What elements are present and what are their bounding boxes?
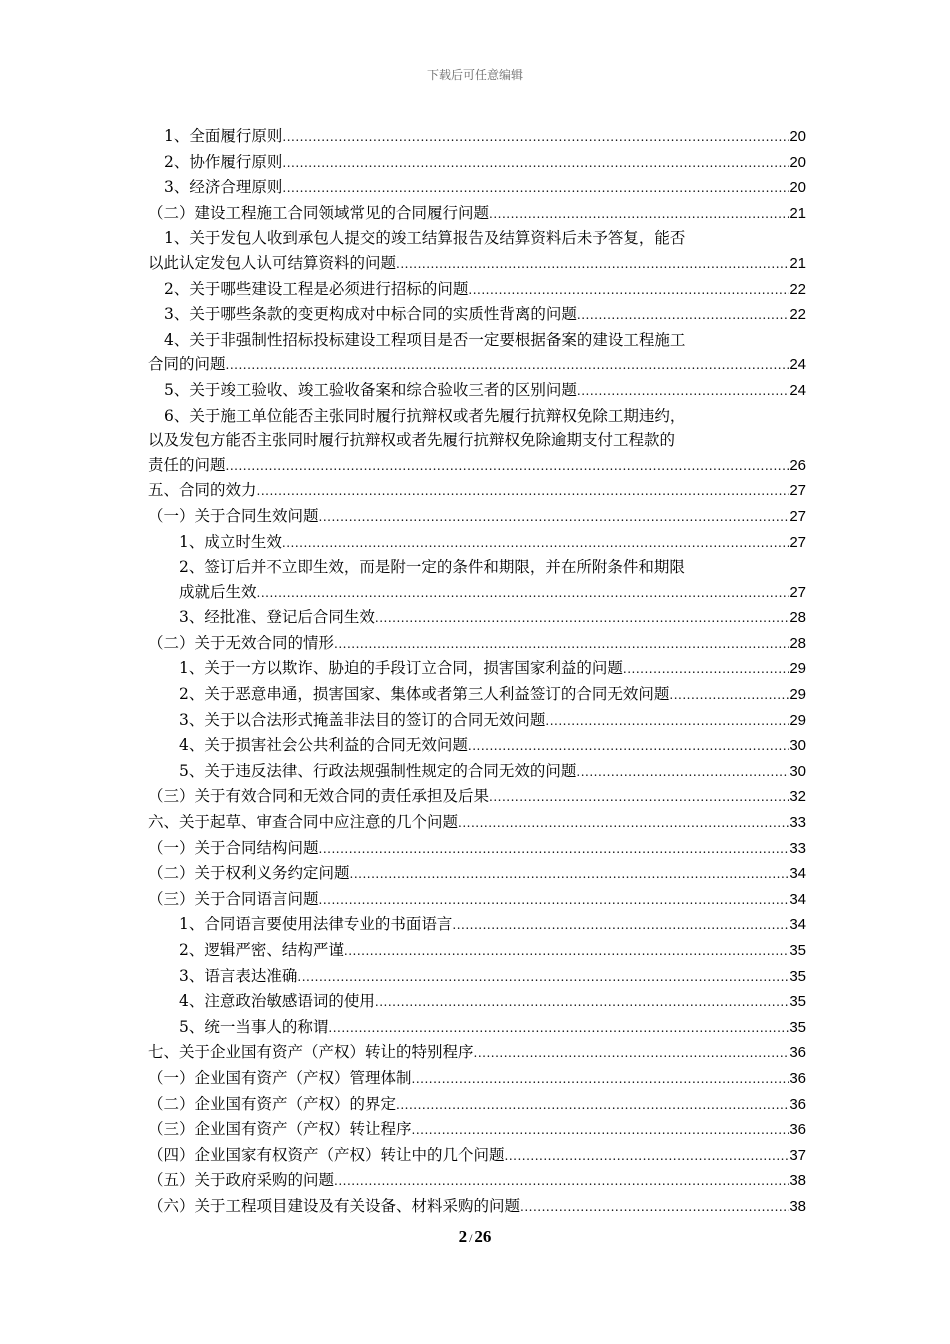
toc-entry-text: 2、逻辑严密、结构严谨: [179, 941, 344, 959]
toc-entry[interactable]: [148, 682, 806, 708]
toc-page-number: 27: [789, 583, 806, 601]
toc-page-number: 34: [789, 916, 806, 934]
toc-entry[interactable]: [148, 810, 806, 836]
toc-entry-text: 2、协作履行原则: [164, 152, 283, 171]
toc-entry-text: 成就后生效: [179, 582, 257, 601]
toc-page-number: 27: [789, 507, 806, 525]
toc-page-number: 37: [789, 1146, 806, 1164]
toc-entry[interactable]: [148, 1092, 806, 1118]
toc-entry-text: （二）企业国有资产（产权）的界定: [148, 1094, 397, 1113]
toc-entry[interactable]: [148, 989, 806, 1015]
toc-leader-dots: [257, 479, 790, 504]
toc-entry-text: 2、签订后并不立即生效，而是附一定的条件和期限，并在所附条件和期限: [179, 558, 685, 577]
toc-page-number: 38: [789, 1197, 806, 1215]
toc-page-number: 21: [789, 204, 806, 222]
toc-entry-text: 5、关于竣工验收、竣工验收备案和综合验收三者的区别问题: [164, 380, 577, 399]
toc-page-number: 26: [789, 456, 806, 474]
toc-leader-dots: [328, 1016, 789, 1041]
toc-page-number: 27: [789, 482, 806, 500]
toc-entry[interactable]: [148, 328, 806, 378]
toc-entry[interactable]: [148, 938, 806, 964]
toc-entry[interactable]: [148, 1117, 806, 1143]
toc-entry-text: 5、统一当事人的称谓: [179, 1017, 329, 1036]
toc-entry-text: 1、关于一方以欺诈、胁迫的手段订立合同，损害国家利益的问题: [179, 659, 623, 678]
toc-entry[interactable]: [148, 964, 806, 990]
toc-entry[interactable]: [148, 226, 806, 276]
toc-entry[interactable]: [148, 861, 806, 887]
toc-leader-dots: [412, 1067, 790, 1092]
toc-leader-dots: [489, 202, 789, 227]
toc-leader-dots: [334, 1169, 789, 1194]
toc-page-number: 24: [789, 381, 806, 399]
toc-page-number: 21: [789, 254, 806, 272]
toc-entry-text: 6、关于施工单位能否主张同时履行抗辩权或者先履行抗辩权免除工期违约，: [164, 406, 686, 425]
toc-leader-dots: [282, 151, 789, 176]
toc-entry[interactable]: [148, 277, 806, 303]
toc-page-number: 20: [789, 153, 806, 171]
toc-entry-text: 2、关于哪些建设工程是必须进行招标的问题: [164, 279, 469, 298]
toc-leader-dots: [576, 760, 789, 785]
toc-entry[interactable]: [148, 302, 806, 328]
toc-entry-text: 1、全面履行原则: [164, 127, 283, 145]
toc-entry-text: （二）关于权利义务约定问题: [148, 864, 350, 883]
toc-leader-dots: [623, 657, 789, 682]
toc-leader-dots: [545, 709, 789, 734]
toc-leader-dots: [505, 1144, 790, 1169]
toc-leader-dots: [319, 837, 790, 862]
toc-entry[interactable]: [148, 124, 806, 150]
toc-entry-text: 以及发包方能否主张同时履行抗辩权或者先履行抗辩权免除逾期支付工程款的: [148, 431, 676, 450]
toc-entry[interactable]: [148, 1143, 806, 1169]
toc-entry-text: 七、关于企业国有资产（产权）转让的特别程序: [148, 1043, 474, 1062]
toc-page-number: 29: [789, 686, 806, 704]
toc-entry-text: 2、关于恶意串通，损害国家、集体或者第三人利益签订的合同无效问题: [179, 685, 670, 704]
toc-entry-text: （一）企业国有资产（产权）管理体制: [148, 1068, 412, 1087]
toc-entry-text: 五、合同的效力: [148, 481, 257, 500]
toc-entry[interactable]: [148, 378, 806, 404]
toc-leader-dots: [458, 811, 789, 836]
toc-page-number: 32: [789, 788, 806, 806]
toc-leader-dots: [468, 734, 789, 759]
toc-leader-dots: [257, 581, 790, 606]
toc-leader-dots: [452, 913, 789, 938]
toc-entry[interactable]: [148, 150, 806, 176]
toc-leader-dots: [577, 303, 789, 328]
toc-page-number: 30: [789, 737, 806, 755]
toc-page-number: 29: [789, 660, 806, 678]
page-separator: /: [469, 1231, 473, 1245]
toc-entry-text: 4、关于损害社会公共利益的合同无效问题: [179, 736, 468, 755]
toc-page-number: 33: [789, 814, 806, 832]
toc-entry-text: 以此认定发包人认可结算资料的问题: [148, 253, 397, 272]
toc-leader-dots: [319, 505, 790, 530]
toc-entry[interactable]: [148, 201, 806, 227]
toc-page-number: 30: [789, 762, 806, 780]
toc-entry[interactable]: [148, 912, 806, 938]
toc-entry[interactable]: [148, 1168, 806, 1194]
toc-entry-text: 1、合同语言要使用法律专业的书面语言: [179, 915, 453, 934]
toc-page-number: 22: [789, 306, 806, 324]
toc-leader-dots: [412, 1118, 790, 1143]
toc-page-number: 36: [789, 1044, 806, 1062]
toc-leader-dots: [344, 939, 789, 964]
toc-page-number: 22: [789, 280, 806, 298]
toc-entry-text: （六）关于工程项目建设及有关设备、材料采购的问题: [148, 1196, 521, 1215]
toc-entry[interactable]: [148, 887, 806, 913]
toc-entry-text: （三）关于有效合同和无效合同的责任承担及后果: [148, 787, 490, 806]
toc-entry-text: 1、成立时生效: [179, 532, 282, 551]
toc-entry-text: （四）企业国家有权资产（产权）转让中的几个问题: [148, 1145, 505, 1164]
toc-leader-dots: [396, 1093, 789, 1118]
toc-leader-dots: [520, 1195, 789, 1220]
toc-page-number: 28: [789, 634, 806, 652]
toc-leader-dots: [319, 888, 790, 913]
toc-entry-text: （一）关于合同结构问题: [148, 838, 319, 857]
toc-page-number: 20: [789, 179, 806, 197]
toc-entry[interactable]: [148, 404, 806, 479]
toc-entry[interactable]: [148, 504, 806, 530]
toc-entry-text: 六、关于起草、审查合同中应注意的几个问题: [148, 813, 459, 832]
toc-page-number: 24: [789, 356, 806, 374]
toc-leader-dots: [282, 531, 789, 556]
toc-page-number: 34: [789, 890, 806, 908]
toc-entry[interactable]: [148, 555, 806, 605]
toc-page-number: 27: [789, 533, 806, 551]
toc-entry[interactable]: [148, 478, 806, 504]
toc-entry-text: （一）关于合同生效问题: [148, 506, 319, 525]
toc-entry[interactable]: [148, 836, 806, 862]
toc-page-number: 29: [789, 711, 806, 729]
toc-page-number: 38: [789, 1172, 806, 1190]
toc-page-number: 35: [789, 942, 806, 959]
toc-leader-dots: [226, 353, 790, 378]
toc-leader-dots: [489, 785, 789, 810]
toc-page-number: 28: [789, 609, 806, 627]
toc-entry-text: 合同的问题: [148, 355, 226, 374]
toc-entry[interactable]: [148, 733, 806, 759]
toc-entry-text: （二）关于无效合同的情形: [148, 633, 335, 652]
toc-page-number: 20: [789, 128, 806, 145]
toc-entry[interactable]: [148, 1194, 806, 1220]
toc-leader-dots: [297, 965, 789, 990]
toc-leader-dots: [350, 862, 790, 887]
page-current: 2: [458, 1227, 468, 1246]
toc-page-number: 35: [789, 993, 806, 1011]
toc-entry[interactable]: [148, 1040, 806, 1066]
toc-entry[interactable]: [148, 784, 806, 810]
toc-leader-dots: [375, 606, 789, 631]
toc-leader-dots: [334, 632, 789, 657]
toc-entry-text: 4、关于非强制性招标投标建设工程项目是否一定要根据备案的建设工程施工: [164, 330, 686, 349]
toc-page-number: 33: [789, 839, 806, 857]
toc-entry-text: 4、注意政治敏感语词的使用: [179, 992, 375, 1011]
toc-page-number: 35: [789, 967, 806, 985]
toc-leader-dots: [282, 125, 789, 150]
page-header: 下载后可任意编辑: [426, 68, 523, 82]
toc-leader-dots: [577, 379, 789, 404]
toc-leader-dots: [468, 278, 789, 303]
toc-entry-text: （二）建设工程施工合同领域常见的合同履行问题: [148, 203, 490, 222]
toc-entry[interactable]: [148, 530, 806, 556]
toc-entry-text: 3、经批准、登记后合同生效: [179, 608, 375, 627]
toc-leader-dots: [669, 683, 789, 708]
toc-leader-dots: [375, 990, 789, 1015]
toc-page-number: 35: [789, 1018, 806, 1036]
toc-entry-text: 1、关于发包人收到承包人提交的竣工结算报告及结算资料后未予答复，能否: [164, 229, 686, 248]
toc-entry-text: （三）企业国有资产（产权）转让程序: [148, 1120, 412, 1139]
toc-entry[interactable]: [148, 656, 806, 682]
toc-entry-text: （三）关于合同语言问题: [148, 889, 319, 908]
toc-entry-text: 责任的问题: [148, 455, 226, 474]
page-total: 26: [474, 1227, 492, 1246]
toc-entry[interactable]: [148, 631, 806, 657]
toc-entry-text: 3、语言表达准确: [179, 966, 298, 985]
page-number: [0, 1227, 950, 1247]
toc-leader-dots: [226, 454, 790, 479]
toc-entry-text: 3、经济合理原则: [164, 178, 283, 197]
toc-entry[interactable]: [148, 759, 806, 785]
table-of-contents: [148, 124, 806, 1220]
toc-entry[interactable]: [148, 1066, 806, 1092]
toc-page-number: 36: [789, 1095, 806, 1113]
toc-leader-dots: [474, 1041, 790, 1066]
toc-entry-text: （五）关于政府采购的问题: [148, 1171, 335, 1190]
toc-page-number: 36: [789, 1069, 806, 1087]
toc-entry[interactable]: [148, 605, 806, 631]
toc-entry-text: 3、关于哪些条款的变更构成对中标合同的实质性背离的问题: [164, 305, 577, 324]
toc-entry[interactable]: [148, 1015, 806, 1041]
toc-entry-text: 3、关于以合法形式掩盖非法目的签订的合同无效问题: [179, 710, 546, 729]
toc-page-number: 36: [789, 1121, 806, 1139]
toc-page-number: 34: [789, 865, 806, 883]
toc-leader-dots: [396, 252, 789, 277]
toc-entry[interactable]: [148, 175, 806, 201]
toc-entry-text: 5、关于违反法律、行政法规强制性规定的合同无效的问题: [179, 761, 577, 780]
toc-entry[interactable]: [148, 708, 806, 734]
toc-leader-dots: [282, 176, 789, 201]
